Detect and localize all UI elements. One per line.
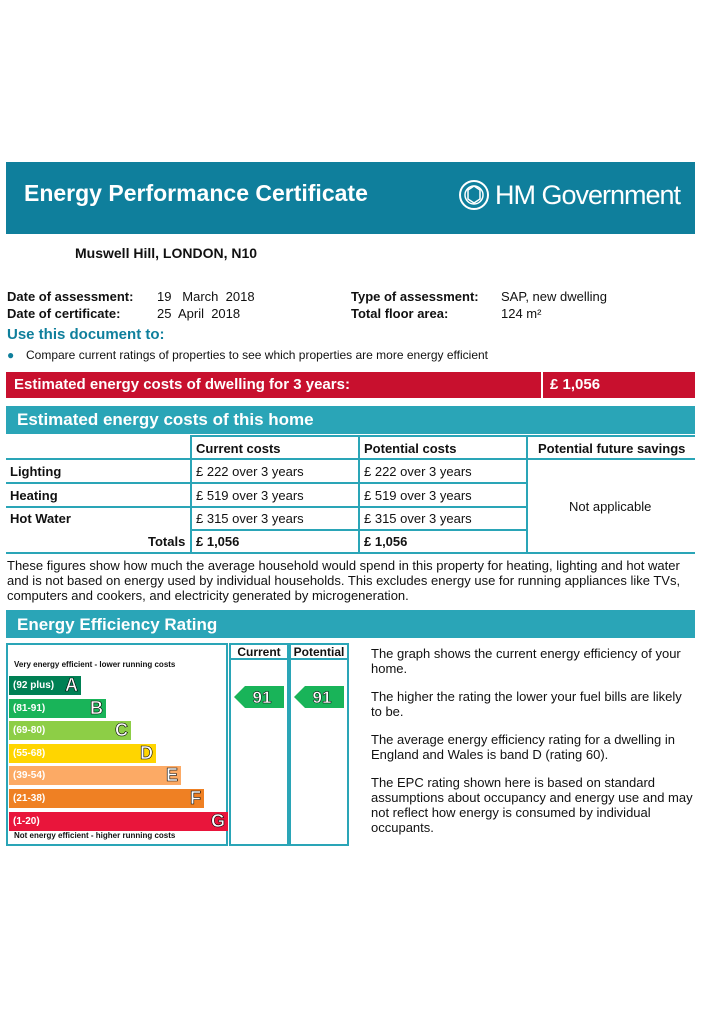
current-costs-header: Current costs: [196, 441, 281, 456]
use-document-title: Use this document to:: [7, 326, 165, 343]
divider: [6, 506, 527, 508]
band-range: (21-38): [13, 793, 46, 804]
page-title: Energy Performance Certificate: [24, 180, 368, 206]
band-g: [9, 812, 228, 831]
potential-costs-header: Potential costs: [364, 441, 457, 456]
potential-rating-arrow: [294, 686, 344, 708]
current-header: Current: [237, 645, 281, 659]
divider: [6, 552, 695, 554]
property-address: Muswell Hill, LONDON, N10: [75, 245, 258, 261]
divider: [190, 435, 695, 437]
divider: [526, 435, 528, 553]
divider: [6, 458, 695, 460]
band-range: (1-20): [13, 815, 40, 827]
band-b: [9, 699, 106, 718]
band-letter: G: [210, 810, 225, 831]
rating-description-3: The average energy efficiency rating for a dwelling in England and Wales is band D (rating 60).: [371, 732, 675, 762]
bottom-caption: Not energy efficient - higher running costs: [14, 831, 176, 840]
savings-value: Not applicable: [569, 499, 652, 514]
band-letter: F: [190, 788, 201, 808]
band-a: [9, 676, 81, 695]
hot-water-current: £ 315 over 3 years: [196, 511, 304, 526]
divider: [190, 435, 192, 553]
band-e: [9, 766, 181, 785]
divider: [358, 435, 360, 553]
lighting-current: £ 222 over 3 years: [196, 464, 304, 479]
type-of-assessment-value: SAP, new dwelling: [501, 289, 607, 304]
row-label-hot-water: Hot Water: [10, 511, 71, 526]
date-of-assessment-value: 19 March 2018: [157, 289, 255, 304]
rating-section-title: Energy Efficiency Rating: [17, 615, 218, 634]
heating-current: £ 519 over 3 years: [196, 488, 304, 503]
total-floor-area-value: 124 m²: [501, 306, 542, 321]
totals-current: £ 1,056: [196, 534, 240, 549]
rating-description-2: The higher the rating the lower your fuel bills are likely to be.: [371, 689, 682, 719]
costs-section-title: Estimated energy costs of this home: [17, 410, 314, 429]
band-range: (39-54): [13, 770, 46, 782]
potential-rating-value: 91: [312, 688, 332, 707]
hm-government-logo: [458, 177, 680, 213]
hm-government-text: HM Government: [495, 179, 681, 210]
totals-label: Totals: [148, 534, 186, 549]
date-of-certificate-label: Date of certificate:: [7, 306, 121, 321]
rating-description-1: The graph shows the current energy efficiency of your home.: [371, 646, 681, 676]
rating-description-4: The EPC rating shown here is based on standard assumptions about occupancy and energy use and may not reflect how energy is consumed by individual occupants.: [371, 775, 693, 835]
lighting-potential: £ 222 over 3 years: [364, 464, 472, 479]
row-label-heating: Heating: [10, 488, 58, 503]
band-letter: E: [165, 765, 178, 786]
use-document-item: Compare current ratings of properties to see which properties are more energy efficient: [26, 348, 489, 362]
totals-potential: £ 1,056: [364, 534, 408, 549]
bullet-icon: ●: [7, 348, 15, 362]
costs-note: These figures show how much the average household would spend in this property for heating, lighting and hot water and is not based on energy used by individual households. This excludes energy use for running appliances like TVs, computers and cookers, and electricity generated by microgeneration.: [7, 558, 681, 603]
band-letter: A: [65, 675, 78, 695]
estimated-cost-amount: £ 1,056: [550, 376, 601, 393]
hot-water-potential: £ 315 over 3 years: [364, 511, 472, 526]
current-rating-value: 91: [252, 688, 272, 707]
type-of-assessment-label: Type of assessment:: [351, 289, 479, 304]
band-c: [9, 721, 131, 740]
band-range: (81-91): [13, 702, 46, 714]
potential-header: Potential: [293, 645, 345, 659]
divider: [541, 372, 543, 398]
band-range: (92 plus): [13, 680, 55, 691]
current-rating-arrow: [234, 686, 284, 708]
divider: [6, 482, 527, 484]
top-caption: Very energy efficient - lower running costs: [14, 660, 176, 669]
band-letter: B: [90, 697, 103, 718]
royal-crest-icon: [458, 179, 490, 211]
date-of-assessment-label: Date of assessment:: [7, 289, 134, 304]
potential-column: [289, 643, 349, 846]
band-letter: D: [140, 742, 153, 763]
band-range: (55-68): [13, 747, 46, 759]
current-column: [229, 643, 289, 846]
band-letter: C: [115, 720, 128, 741]
heating-potential: £ 519 over 3 years: [364, 488, 472, 503]
date-of-certificate-value: 25 April 2018: [157, 306, 241, 321]
band-range: (69-80): [13, 725, 46, 737]
band-f: [9, 789, 204, 808]
row-label-lighting: Lighting: [10, 464, 62, 479]
total-floor-area-label: Total floor area:: [351, 306, 449, 321]
band-d: [9, 744, 156, 763]
potential-savings-header: Potential future savings: [538, 441, 686, 456]
estimated-cost-label: Estimated energy costs of dwelling for 3 years:: [14, 376, 350, 393]
